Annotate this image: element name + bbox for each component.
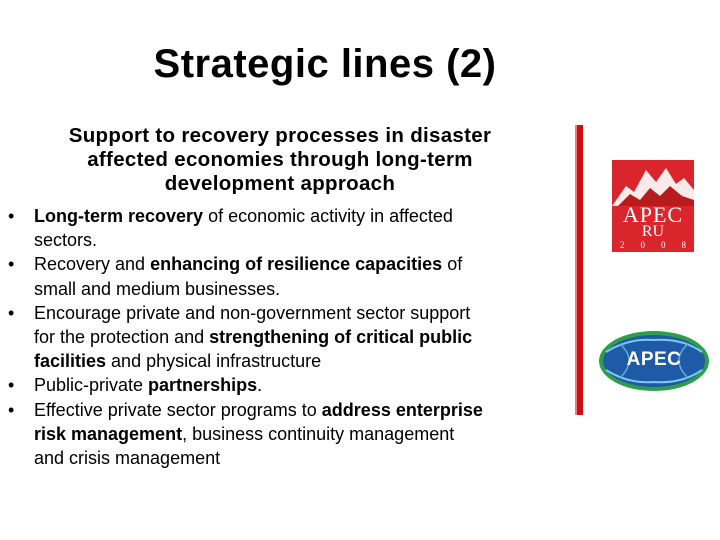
slide-subtitle — [20, 124, 540, 196]
bullet-line — [34, 349, 548, 373]
bullet-line — [34, 204, 548, 228]
bullet-text: , business continuity management — [182, 423, 455, 444]
bullet-dot: • — [8, 254, 15, 275]
apec-logo — [598, 330, 710, 392]
bullet-text: of — [442, 254, 463, 275]
bullet-text: Encourage private and non-government sector support — [34, 302, 471, 323]
apec-label: APEC — [626, 349, 682, 370]
bullet-line — [34, 228, 548, 252]
bullet-line — [34, 446, 548, 470]
bullet-dot: • — [8, 206, 15, 226]
year-digit: 0 — [661, 240, 666, 250]
bullet-line — [34, 252, 548, 276]
mountain-emblem-icon — [612, 160, 694, 206]
bullet-text: Recovery and — [34, 254, 151, 275]
year-digit: 2 — [620, 240, 625, 250]
bullet-item — [8, 301, 548, 374]
slide-title: Strategic lines (2) — [153, 42, 497, 86]
bullet-dot: • — [8, 399, 15, 420]
bullet-text: small and medium businesses. — [34, 278, 281, 299]
bullet-text-bold: enhancing of resilience capacities — [150, 254, 443, 275]
bullet-dot: • — [8, 302, 15, 323]
subtitle-line: affected economies through long-term — [87, 148, 473, 171]
bullet-text: of economic activity in affected — [203, 206, 453, 226]
bullet-item — [8, 373, 548, 397]
bullet-text-bold: Long-term recovery — [34, 206, 204, 226]
year-digit: 0 — [640, 240, 645, 250]
bullet-text: sectors. — [34, 230, 98, 251]
bullet-line — [34, 277, 548, 301]
bullet-item — [8, 204, 548, 252]
year-digit: 8 — [681, 240, 686, 250]
bullet-text: and crisis management — [34, 448, 221, 469]
bullet-text-bold: address enterprise — [321, 399, 483, 420]
ru-wordmark: RU — [641, 223, 665, 240]
bullet-text: Public-private — [34, 375, 149, 396]
red-divider-bar — [577, 125, 583, 415]
bullet-line — [34, 325, 548, 349]
subtitle-line: Support to recovery processes in disaster — [68, 124, 492, 147]
bullet-text-bold: strengthening of critical public — [209, 327, 473, 348]
bullet-text-bold: facilities — [34, 351, 107, 372]
bullet-item — [8, 252, 548, 300]
bullet-line — [34, 398, 548, 422]
bullet-line — [34, 422, 548, 446]
bullet-item — [8, 398, 548, 471]
subtitle-line: development approach — [164, 172, 396, 195]
bullet-text-bold: partnerships — [148, 375, 258, 396]
bullet-text: and physical infrastructure — [106, 351, 322, 372]
apec-russia-2008-logo — [612, 160, 694, 252]
bullet-text-bold: risk management — [34, 423, 183, 444]
bullet-line — [34, 301, 548, 325]
apec-wordmark: APEC — [622, 202, 684, 227]
year-row — [612, 240, 694, 250]
bullet-text: Effective private sector programs to — [34, 399, 322, 420]
bullet-text: for the protection and — [34, 327, 210, 348]
bullet-dot: • — [8, 375, 15, 396]
bullet-line — [34, 373, 548, 397]
bullet-list — [8, 204, 548, 470]
bullet-text: . — [257, 375, 263, 396]
